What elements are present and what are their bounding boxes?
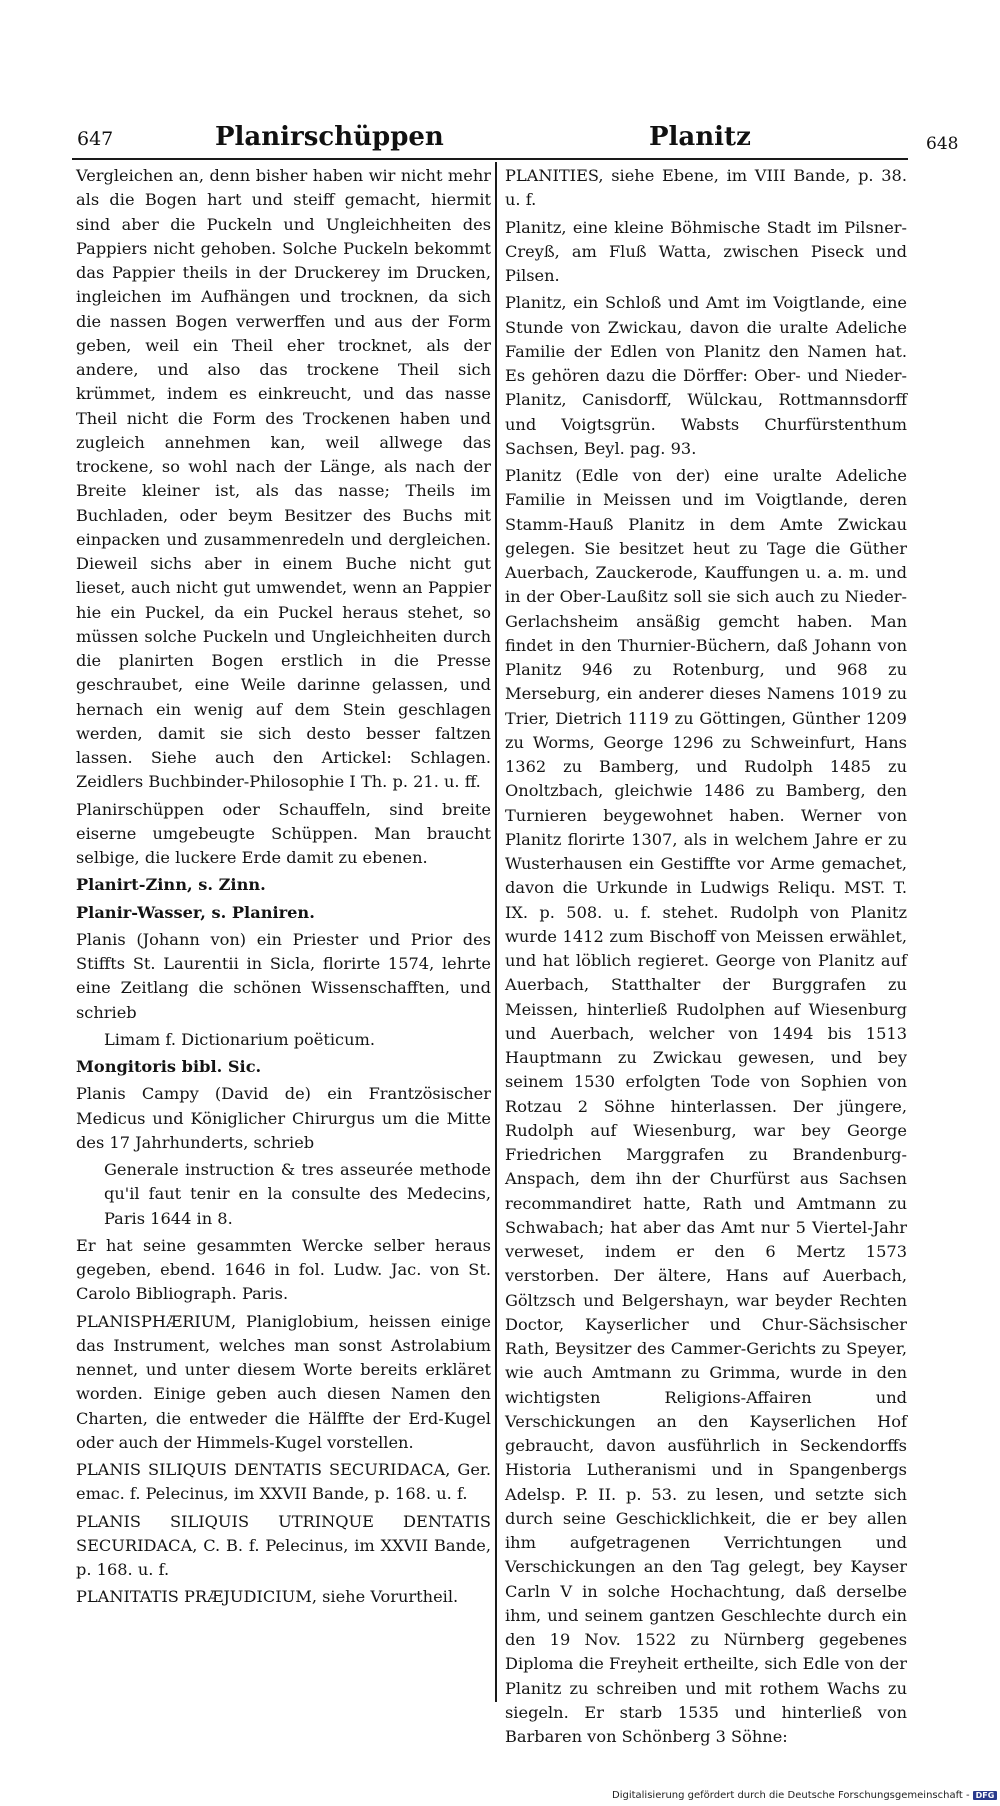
page-number-right: 648 (926, 134, 959, 154)
entry-paragraph: Planitz, ein Schloß und Amt im Voigtlande, eine Stunde von Zwickau, davon die uralte Adeliche Familie der Edlen von Planitz den Namen hat. Es gehören dazu die Dörffer: Ober- und Nieder-Planitz, Canisdorff, Wülckau, Rottmannsdorff und Voigtsgrün. Wabsts Churfürstenthum Sachsen, Beyl. pag. 93. (505, 293, 907, 458)
entry-paragraph: Limam f. Dictionarium poëticum. (104, 1029, 376, 1049)
entry-paragraph: PLANISPHÆRIUM, Planiglobium, heissen einige das Instrument, welches man sonst Astrolabium nennet, und unter diesem Worte bereits erkläret worden. Einige geben auch diesen Namen den Charten, die entweder die Hälffte der Erd-Kugel oder auch der Himmels-Kugel vorstellen. (76, 1311, 491, 1452)
entry-paragraph: PLANIS SILIQUIS DENTATIS SECURIDACA, Ger. emac. f. Pelecinus, im XXVII Bande, p. 168. u. f. (76, 1460, 491, 1504)
entry-paragraph: PLANITIES, siehe Ebene, im VIII Bande, p. 38. u. f. (505, 166, 907, 210)
entry-paragraph: Mongitoris bibl. Sic. (76, 1057, 262, 1076)
running-head-right: Planitz (649, 122, 751, 152)
entry-paragraph: Planitz, eine kleine Böhmische Stadt im Pilsner-Creyß, am Fluß Watta, zwischen Piseck und Pilsen. (505, 217, 907, 285)
funding-footer (612, 1790, 997, 1801)
entry-paragraph: Vergleichen an, denn bisher haben wir nicht mehr als die Bogen hart und steiff gemacht, hiermit sind aber die Puckeln und Ungleichheiten des Pappiers nicht gehoben. Solche Puckeln bekommt das Pappier theils in der Druckerey im Drucken, ingleichen im Aufhängen und trocknen, da sich die nassen Bogen verwerffen und aus der Form geben, weil ein Theil eher trocknet, als der andere, und also das trockene Theil sich krümmet, indem es einkreucht, und das nasse Theil nicht die Form des Trockenen haben und zugleich annehmen kan, weil allwege das trockene, so wohl nach der Länge, als nach der Breite kleiner ist, als das nasse; Theils im Buchladen, oder beym Besitzer des Buchs mit einpacken und zusammenredeln und dergleichen. Dieweil sichs aber in einem Buche nicht gut lieset, auch nicht gut umwendet, wenn an Pappier hie ein Puckel, da ein Puckel heraus stehet, so müssen solche Puckeln und Ungleichheiten durch die planirten Bogen erstlich in die Presse geschraubet, eine Weile darinne gelassen, und hernach ein wenig auf dem Stein geschlagen werden, damit sie sich desto besser faltzen lassen. Siehe auch den Artickel: Schlagen. Zeidlers Buchbinder-Philosophie I Th. p. 21. u. ff. (76, 166, 491, 792)
entry-paragraph: Er hat seine gesammten Wercke selber heraus gegeben, ebend. 1646 in fol. Ludw. Jac. von St. Carolo Bibliograph. Paris. (76, 1235, 491, 1304)
entry-paragraph: Planirschüppen oder Schauffeln, sind breite eiserne umgebeugte Schüppen. Man braucht selbige, die luckere Erde damit zu ebenen. (76, 799, 491, 867)
entry-paragraph: PLANITATIS PRÆJUDICIUM, siehe Vorurtheil. (76, 1587, 459, 1607)
left-column (76, 164, 491, 1610)
right-column (505, 164, 907, 1749)
entry-paragraph: Planirt-Zinn, s. Zinn. (76, 875, 266, 895)
entry-paragraph: Planir-Wasser, s. Planiren. (76, 902, 315, 922)
running-head-left: Planirschüppen (215, 122, 444, 152)
entry-paragraph: Planis (Johann von) ein Priester und Prior des Stiffts St. Laurentii in Sicla, florirte 1574, lehrte eine Zeitlang die schönen Wissenschafften, und schrieb (76, 929, 491, 1022)
entry-paragraph: PLANIS SILIQUIS UTRINQUE DENTATIS SECURIDACA, C. B. f. Pelecinus, im XXVII Bande, p. 168. u. f. (76, 1511, 491, 1579)
footer-text: Digitalisierung gefördert durch die Deutsche Forschungsgemeinschaft - (612, 1790, 970, 1801)
column-divider (495, 162, 497, 1702)
page-number-left: 647 (77, 128, 114, 150)
header-rule (72, 158, 908, 160)
dfg-logo: DFG (973, 1791, 998, 1800)
entry-paragraph: Planitz (Edle von der) eine uralte Adeliche Familie in Meissen und im Voigtlande, deren Stamm-Hauß Planitz in dem Amte Zwickau gelegen. Sie besitzet heut zu Tage die Güther Auerbach, Zauckerode, Kauffungen u. a. m. und in der Ober-Laußitz soll sie sich auch zu Nieder-Gerlachsheim ansäßig gemcht haben. Man findet in den Thurnier-Büchern, daß Johann von Planitz 946 zu Rotenburg, und 968 zu Merseburg, ein anderer dieses Namens 1019 zu Trier, Dietrich 1119 zu Göttingen, Günther 1209 zu Worms, George 1296 zu Schweinfurt, Hans 1362 zu Bamberg, und Rudolph 1485 zu Onoltzbach, gleichwie 1486 zu Bamberg, den Turnieren beygewohnet haben. Werner von Planitz florirte 1307, als in welchem Jahre er zu Wusterhausen ein Gestiffte vor Arme gemachet, davon die Urkunde in Ludwigs Reliqu. MST. T. IX. p. 508. u. f. stehet. Rudolph von Planitz wurde 1412 zum Bischoff von Meissen erwählet, und hat löblich regieret. George von Planitz auf Auerbach, Statthalter der Burggrafen zu Meissen, hinterließ Rudolphen auf Wiesenburg und Auerbach, welcher von 1494 bis 1513 Hauptmann zu Zwickau gewesen, und bey seinem 1530 erfolgten Tode von Sophien von Rotzau 2 Söhne hinterlassen. Der jüngere, Rudolph auf Wiesenburg, war bey George Friedrichen Marggrafen zu Brandenburg-Anspach, dem ihn der Churfürst aus Sachsen recommandiret hatte, Rath und Amtmann zu Schwabach; hat aber das Amt nur 5 Viertel-Jahr verweset, indem er den 6 Mertz 1573 verstorben. Der ältere, Hans auf Auerbach, Göltzsch und Belgershayn, war beyder Rechten Doctor, Kayserlicher und Chur-Sächsischer Rath, Beysitzer des Cammer-Gerichts zu Speyer, wie auch Amtmann zu Grimma, wurde in den wichtigsten Religions-Affairen und Verschickungen an den Kayserlichen Hof gebraucht, davon ausführlich in Seckendorffs Historia Lutheranismi und in Spangenbergs Adelsp. P. II. p. 53. zu lesen, und setzte sich durch seine Geschicklichkeit, die er bey allen ihm aufgetragenen Verrichtungen und Verschickungen an den Tag gelegt, bey Kayser Carln V in solche Hochachtung, daß derselbe ihm, und seinem gantzen Geschlechte durch ein den 19 Nov. 1522 zu Nürnberg gegebenes Diploma die Freyheit ertheilte, sich Edle von der Planitz zu schreiben und mit rothem Wachs zu siegeln. Er starb 1535 und hinterließ von Barbaren von Schönberg 3 Söhne: (505, 466, 907, 1746)
entry-paragraph: Planis Campy (David de) ein Frantzösischer Medicus und Königlicher Chirurgus um die Mitte des 17 Jahrhunderts, schrieb (76, 1084, 491, 1152)
entry-paragraph: Generale instruction & tres asseurée methode qu'il faut tenir en la consulte des Medecins, Paris 1644 in 8. (104, 1160, 491, 1228)
